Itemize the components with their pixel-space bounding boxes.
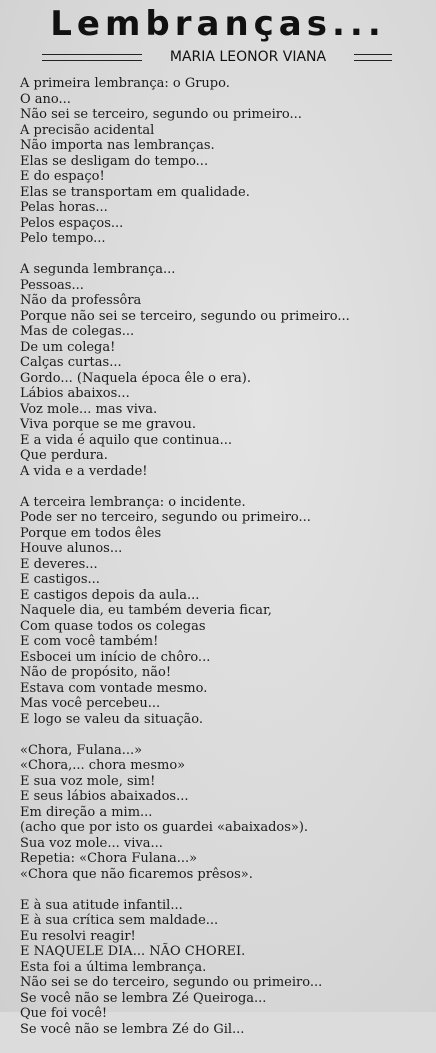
poem-line: Mas você percebeu...: [20, 696, 161, 711]
poem-line: Em direção a mim...: [20, 804, 153, 820]
poem-line: Pessoas...: [20, 277, 84, 293]
poem-line: Naquele dia, eu também deveria ficar,: [20, 603, 272, 618]
poem-title: Lembranças...: [50, 4, 386, 44]
poem-line: «Chora que não ficaremos prêsos».: [20, 866, 253, 882]
poem-line: E à sua atitude infantil...: [20, 897, 183, 913]
poem-line: Não de propósito, não!: [20, 665, 172, 680]
stanza: [20, 495, 430, 728]
author-name: MARIA LEONOR VIANA: [169, 49, 327, 65]
poem-line: E castigos depois da aula...: [20, 587, 200, 603]
poem-line: Elas se desligam do tempo...: [20, 153, 209, 169]
poem-line: E sua voz mole, sim!: [20, 773, 156, 789]
poem-line: A segunda lembrança...: [20, 262, 176, 277]
poem-line: Se você não se lembra Zé Queiroga...: [20, 990, 267, 1006]
poem-line: Pode ser no terceiro, segundo ou primeiro...: [20, 510, 311, 525]
stanza: [20, 76, 430, 247]
poem-line: A terceira lembrança: o incidente.: [20, 494, 246, 510]
poem-line: Se você não se lembra Zé do Gil...: [20, 1021, 245, 1037]
poem-line: A vida e a verdade!: [20, 463, 148, 479]
poem-line: E com você também!: [20, 634, 159, 649]
poem-line: Repetia: «Chora Fulana...»: [20, 851, 198, 866]
double-rule-left: [42, 54, 142, 61]
poem-line: «Chora,... chora mesmo»: [20, 758, 186, 773]
poem-line: Não importa nas lembranças.: [20, 138, 215, 153]
poem-line: Pelas horas...: [20, 200, 108, 215]
poem-line: Não da professôra: [20, 293, 142, 308]
double-rule-right: [354, 54, 392, 61]
poem-line: Mas de colegas...: [20, 324, 135, 339]
poem-line: E NAQUELE DIA... NÃO CHOREI.: [20, 944, 246, 959]
stanza: [20, 898, 430, 1038]
poem-line: Que foi você!: [20, 1006, 108, 1021]
stanza: [20, 743, 430, 883]
poem-line: Esta foi a última lembrança.: [20, 959, 207, 975]
poem-line: A primeira lembrança: o Grupo.: [20, 76, 230, 91]
poem-line: E à sua crítica sem maldade...: [20, 913, 219, 928]
poem-line: Gordo... (Naquela época êle o era).: [20, 370, 252, 386]
poem-line: Elas se transportam em qualidade.: [20, 184, 250, 200]
poem-line: «Chora, Fulana...»: [20, 742, 143, 758]
poem-line: Que perdura.: [20, 448, 108, 463]
poem-line: Pelos espaços...: [20, 215, 124, 231]
poem-line: (acho que por isto os guardei «abaixados»).: [20, 820, 309, 835]
poem-line: Porque não sei se terceiro, segundo ou primeiro...: [20, 308, 350, 324]
poem-line: E do espaço!: [20, 169, 105, 184]
poem-line: Viva porque se me gravou.: [20, 417, 197, 432]
poem-line: Esbocei um início de chôro...: [20, 649, 211, 665]
poem-line: Houve alunos...: [20, 541, 123, 556]
byline: [42, 47, 392, 67]
poem-line: O ano...: [20, 91, 71, 107]
poem-line: Pelo tempo...: [20, 231, 106, 246]
poem-body: [20, 76, 430, 1053]
poem-line: Eu resolvi reagir!: [20, 928, 136, 944]
poem-line: E castigos...: [20, 572, 100, 587]
poem-line: A precisão acidental: [20, 122, 155, 138]
poem-line: Lábios abaixos...: [20, 386, 130, 401]
poem-line: Calças curtas...: [20, 355, 122, 370]
poem-line: Estava com vontade mesmo.: [20, 680, 208, 696]
poem-line: E logo se valeu da situação.: [20, 711, 203, 727]
poem-line: Com quase todos os colegas: [20, 618, 206, 634]
poem-line: E deveres...: [20, 556, 98, 572]
poem-line: Não sei se do terceiro, segundo ou primeiro...: [20, 975, 323, 990]
poem-line: Voz mole... mas viva.: [20, 401, 158, 417]
poem-line: De um colega!: [20, 339, 116, 355]
poem-line: E a vida é aquilo que continua...: [20, 432, 233, 448]
poem-line: E seus lábios abaixados...: [20, 789, 189, 804]
poem-line: Porque em todos êles: [20, 525, 162, 541]
poem-line: Não sei se terceiro, segundo ou primeiro...: [20, 107, 302, 122]
stanza: [20, 262, 430, 479]
poem-line: Sua voz mole... viva...: [20, 835, 163, 851]
